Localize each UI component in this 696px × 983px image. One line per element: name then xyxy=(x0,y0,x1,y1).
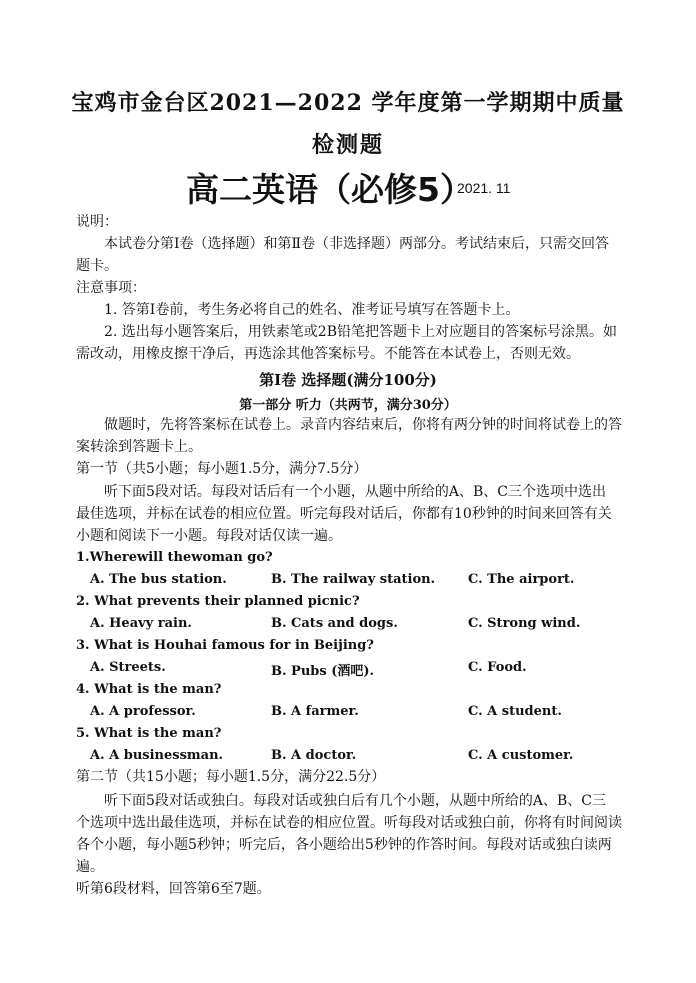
part1-intro-1: 做题时，先将答案标在试卷上。录音内容结束后，你将有两分钟的时间将试卷上的答 xyxy=(104,417,622,433)
q1-option-a: A. The bus station. xyxy=(90,572,227,587)
attention-item-2b: 需改动，用橡皮擦干净后，再选涂其他答案标号。不能答在本试卷上，否则无效。 xyxy=(76,346,580,362)
note-text-2: 题卡。 xyxy=(76,258,118,274)
attention-label: 注意事项： xyxy=(76,280,146,296)
question-5: 5. What is the man? xyxy=(76,726,222,741)
exam-title-line2: 检测题 xyxy=(311,132,384,158)
question-4: 4. What is the man? xyxy=(76,682,222,697)
attention-item-2a: 2. 选出每小题答案后，用铁素笔或2B铅笔把答题卡上对应题目的答案标号涂黑。如 xyxy=(104,324,618,340)
q5-option-b: B. A doctor. xyxy=(271,748,357,763)
question-1: 1.Wherewill thewoman go? xyxy=(76,550,273,565)
subject-title: 高二英语（必修5） xyxy=(186,170,473,209)
question-2: 2. What prevents their planned picnic? xyxy=(76,594,360,609)
section2-title: 第二节（共15小题；每小题1.5分，满分22.5分） xyxy=(76,769,386,785)
section1-intro-3: 小题和阅读下一小题。每段对话仅读一遍。 xyxy=(76,528,342,544)
section1-title: 第一节（共5小题；每小题1.5分，满分7.5分） xyxy=(76,461,368,477)
part1-subheading: 第一部分 听力（共两节，满分30分） xyxy=(239,398,457,413)
q1-option-b: B. The railway station. xyxy=(271,572,436,587)
q4-option-b: B. A farmer. xyxy=(271,704,359,719)
q5-option-c: C. A customer. xyxy=(468,748,574,763)
q3-option-a: A. Streets. xyxy=(90,660,166,675)
section2-intro-3: 各个小题，每小题5秒钟；听完后，各小题给出5秒钟的作答时间。每段对话或独白读两 xyxy=(76,837,612,853)
q2-option-b: B. Cats and dogs. xyxy=(271,616,398,631)
part1-heading: 第Ⅰ卷 选择题(满分100分) xyxy=(259,371,437,389)
note-label: 说明： xyxy=(76,214,118,230)
section2-intro-2: 个选项中选出最佳选项，并标在试卷的相应位置。听每段对话或独白前，你将有时间阅读 xyxy=(76,815,622,831)
q4-option-c: C. A student. xyxy=(468,704,562,719)
q3-option-c: C. Food. xyxy=(468,660,527,675)
part1-intro-2: 案转涂到答题卡上。 xyxy=(76,439,202,455)
q1-option-c: C. The airport. xyxy=(468,572,575,587)
section2-intro-4: 遍。 xyxy=(76,859,104,875)
exam-title-line1: 宝鸡市金台区2021—2022 学年度第一学期期中质量 xyxy=(71,90,625,116)
section1-intro-1: 听下面5段对话。每段对话后有一个小题，从题中所给的A、B、C三个选项中选出 xyxy=(104,484,607,500)
attention-item-1: 1. 答第Ⅰ卷前，考生务必将自己的姓名、准考证号填写在答题卡上。 xyxy=(104,302,520,318)
q5-option-a: A. A businessman. xyxy=(90,748,224,763)
q4-option-a: A. A professor. xyxy=(90,704,196,719)
section2-intro-1: 听下面5段对话或独白。每段对话或独白后有几个小题，从题中所给的A、B、C三 xyxy=(104,793,607,809)
question-3: 3. What is Houhai famous for in Beijing? xyxy=(76,638,374,653)
listen-6-instruction: 听第6段材料，回答第6至7题。 xyxy=(76,881,271,897)
q2-option-a: A. Heavy rain. xyxy=(90,616,192,631)
q3-option-b: B. Pubs (酒吧). xyxy=(271,664,375,679)
exam-date: 2021. 11 xyxy=(457,180,511,196)
section1-intro-2: 最佳选项，并标在试卷的相应位置。听完每段对话后，你都有10秒钟的时间来回答有关 xyxy=(76,506,612,522)
note-text-1: 本试卷分第Ⅰ卷（选择题）和第Ⅱ卷（非选择题）两部分。考试结束后，只需交回答 xyxy=(104,236,610,252)
q2-option-c: C. Strong wind. xyxy=(468,616,581,631)
